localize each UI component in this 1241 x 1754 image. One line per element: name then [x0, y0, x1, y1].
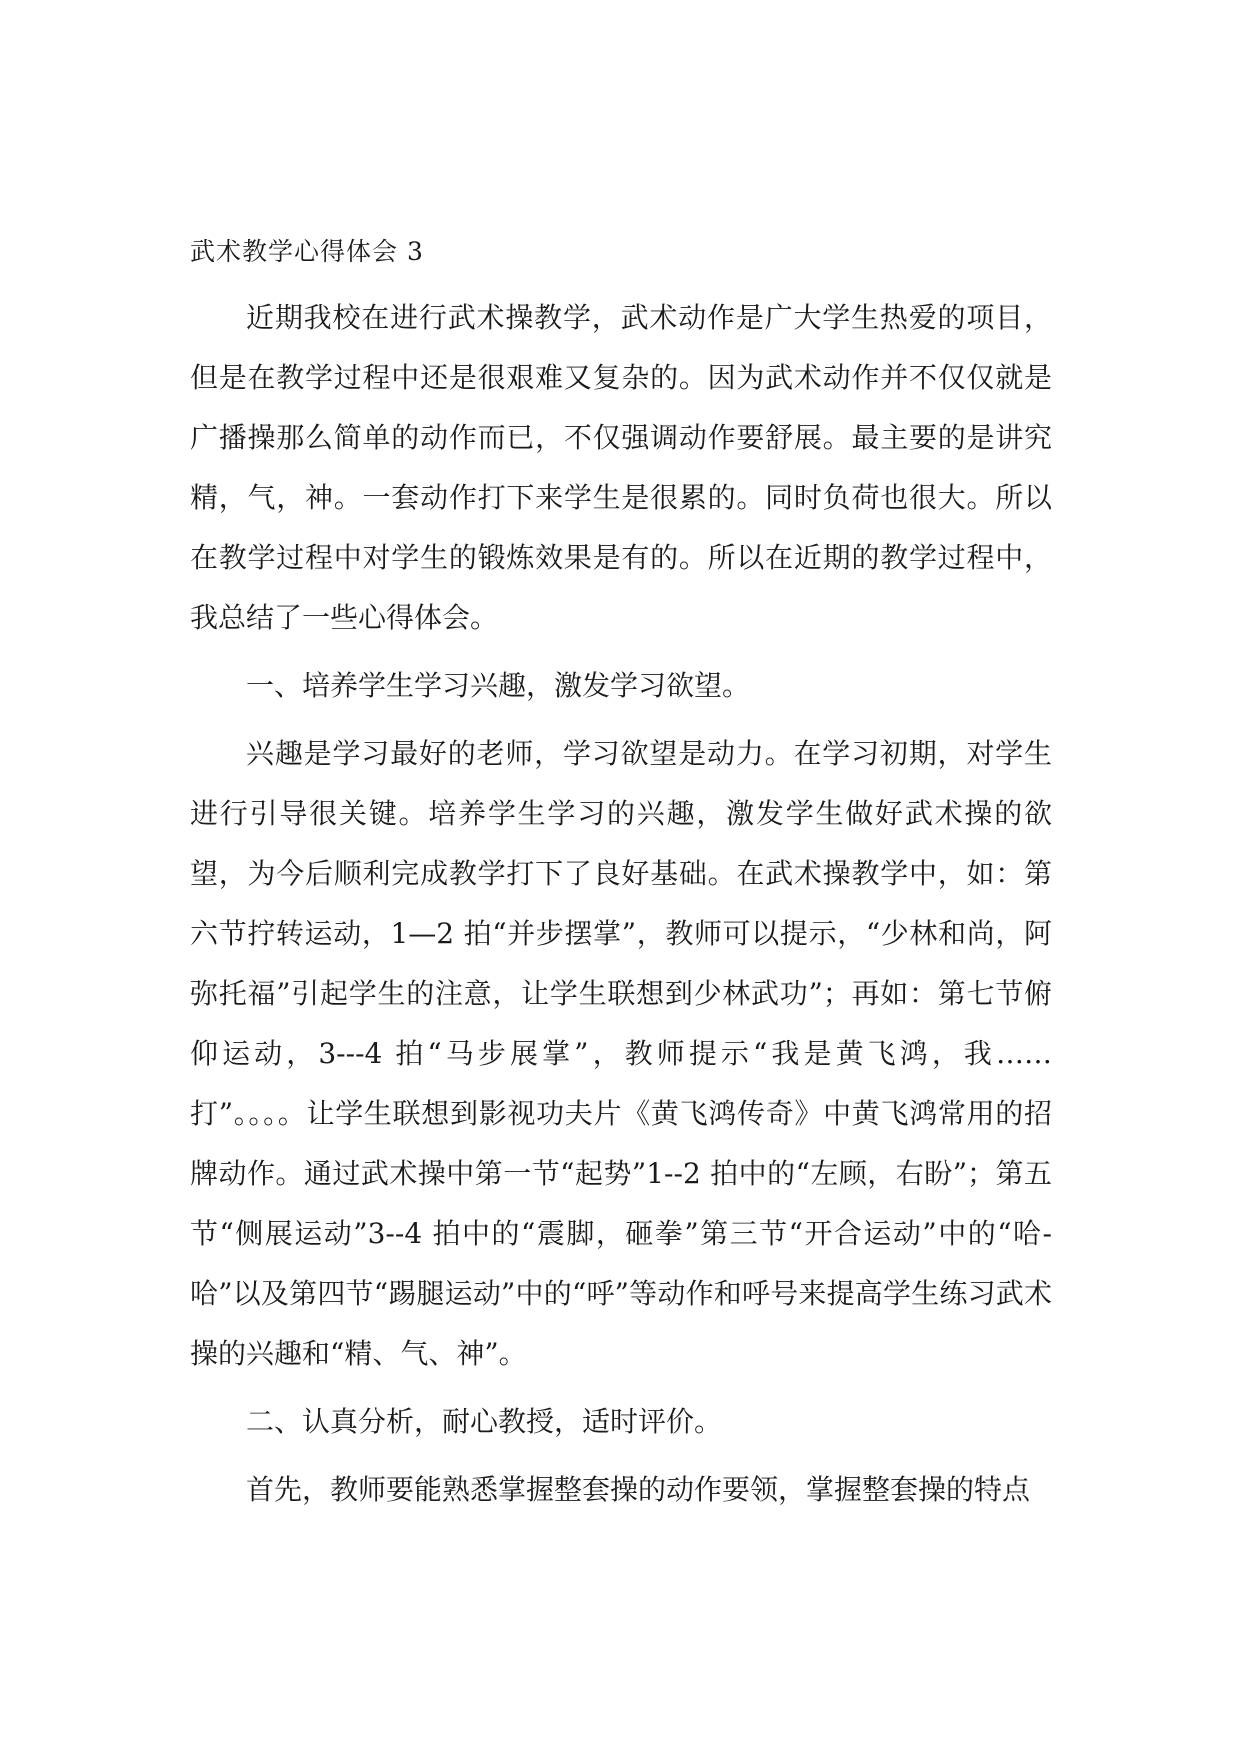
section-heading-1: 一、培养学生学习兴趣，激发学习欲望。: [246, 669, 751, 702]
document-page: [190, 232, 1052, 1528]
section-heading-2: 二、认真分析，耐心教授，适时评价。: [246, 1405, 723, 1438]
document-title: 武术教学心得体会 3: [190, 237, 424, 266]
paragraph-teaching: 首先，教师要能熟悉掌握整套操的动作要领，掌握整套操的特点: [246, 1473, 1031, 1506]
paragraph-interest: 兴趣是学习最好的老师，学习欲望是动力。在学习初期，对学生进行引导很关键。培养学生学习的兴趣，激发学生做好武术操的欲望，为今后顺利完成教学打下了良好基础。在武术操教学中，如：第六节拧转运动，1—2 拍“并步摆掌”，教师可以提示，“少林和尚，阿弥托福”引起学生的注意，让学生联想到少林武功”；再如：第七节俯仰运动，3---4 拍“马步展掌”，教师提示“我是黄飞鸿，我……打”。。。。让学生联想到影视功夫片《黄飞鸿传奇》中黄飞鸿常用的招牌动作。通过武术操中第一节“起势”1--2 拍中的“左顾，右盼”；第五节“侧展运动”3--4 拍中的“震脚，砸拳”第三节“开合运动”中的“哈-哈”以及第四节“踢腿运动”中的“呼”等动作和呼号来提高学生练习武术操的兴趣和“精、气、神”。: [190, 737, 1052, 1370]
paragraph-intro: 近期我校在进行武术操教学，武术动作是广大学生热爱的项目，但是在教学过程中还是很艰难又复杂的。因为武术动作并不仅仅就是广播操那么简单的动作而已，不仅强调动作要舒展。最主要的是讲究精，气，神。一套动作打下来学生是很累的。同时负荷也很大。所以在教学过程中对学生的锻炼效果是有的。所以在近期的教学过程中，我总结了一些心得体会。: [190, 301, 1052, 634]
